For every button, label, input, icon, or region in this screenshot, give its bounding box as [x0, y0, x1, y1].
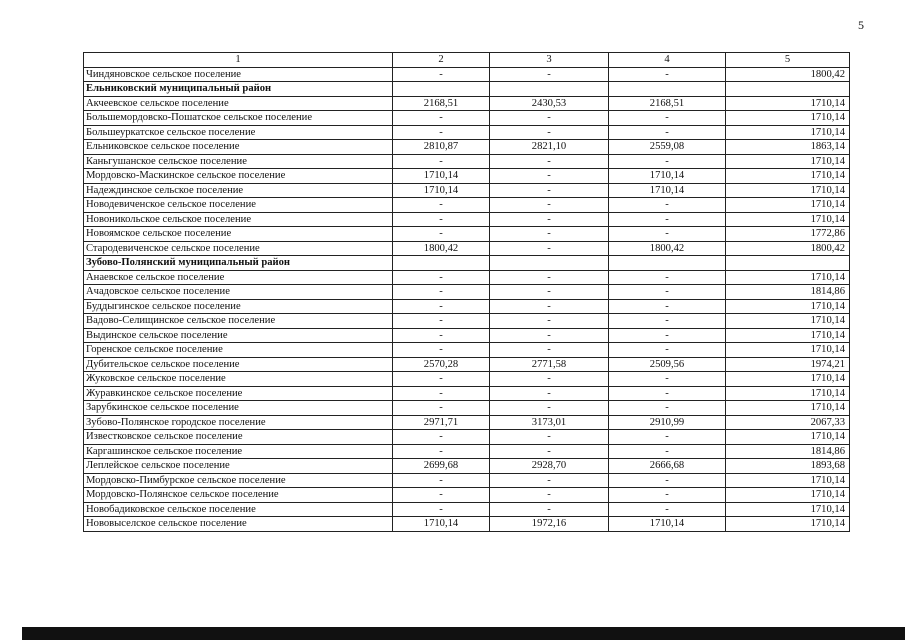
value-col-3-cell: - — [490, 198, 609, 213]
table-row — [84, 430, 850, 445]
value-col-4-cell: 1800,42 — [609, 241, 726, 256]
value-col-4-cell: - — [609, 111, 726, 126]
value-col-5-cell: 1710,14 — [726, 125, 850, 140]
value-col-4-cell: - — [609, 125, 726, 140]
value-col-5-cell — [726, 82, 850, 97]
settlement-name-cell: Буддыгинское сельское поселение — [84, 299, 393, 314]
value-col-4-cell: 2168,51 — [609, 96, 726, 111]
value-col-4-cell: - — [609, 285, 726, 300]
table-row — [84, 444, 850, 459]
table-row — [84, 96, 850, 111]
table-row — [84, 285, 850, 300]
value-col-2-cell: - — [393, 314, 490, 329]
value-col-3-cell: - — [490, 270, 609, 285]
header-col-1: 1 — [84, 53, 393, 68]
value-col-2-cell: - — [393, 285, 490, 300]
value-col-5-cell: 1710,14 — [726, 488, 850, 503]
value-col-5-cell: 1710,14 — [726, 111, 850, 126]
settlement-name-cell: Нововыселское сельское поселение — [84, 517, 393, 532]
value-col-2-cell: - — [393, 198, 490, 213]
settlement-name-cell: Дубительское сельское поселение — [84, 357, 393, 372]
tariff-table — [83, 52, 850, 532]
settlement-name-cell: Ачадовское сельское поселение — [84, 285, 393, 300]
value-col-5-cell: 1710,14 — [726, 328, 850, 343]
district-header-row — [84, 82, 850, 97]
value-col-2-cell: - — [393, 502, 490, 517]
settlement-name-cell: Известковское сельское поселение — [84, 430, 393, 445]
value-col-2-cell — [393, 256, 490, 271]
table-row — [84, 343, 850, 358]
value-col-4-cell: - — [609, 212, 726, 227]
table-row — [84, 415, 850, 430]
value-col-3-cell: - — [490, 183, 609, 198]
value-col-2-cell: - — [393, 154, 490, 169]
value-col-4-cell: 2910,99 — [609, 415, 726, 430]
value-col-4-cell: - — [609, 299, 726, 314]
value-col-3-cell: - — [490, 430, 609, 445]
value-col-4-cell: - — [609, 328, 726, 343]
settlement-name-cell: Акчеевское сельское поселение — [84, 96, 393, 111]
table-row — [84, 517, 850, 532]
value-col-5-cell: 1710,14 — [726, 169, 850, 184]
settlement-name-cell: Мордовско-Маскинское сельское поселение — [84, 169, 393, 184]
value-col-5-cell: 1710,14 — [726, 183, 850, 198]
value-col-2-cell: 1800,42 — [393, 241, 490, 256]
settlement-name-cell: Надеждинское сельское поселение — [84, 183, 393, 198]
settlement-name-cell: Чиндяновское сельское поселение — [84, 67, 393, 82]
table-row — [84, 401, 850, 416]
value-col-3-cell: 2821,10 — [490, 140, 609, 155]
table-row — [84, 125, 850, 140]
value-col-2-cell: - — [393, 343, 490, 358]
table-row — [84, 372, 850, 387]
table-row — [84, 502, 850, 517]
value-col-5-cell: 1710,14 — [726, 154, 850, 169]
value-col-4-cell — [609, 82, 726, 97]
value-col-3-cell: - — [490, 473, 609, 488]
value-col-3-cell: - — [490, 154, 609, 169]
settlement-name-cell: Ельниковское сельское поселение — [84, 140, 393, 155]
value-col-3-cell: 2430,53 — [490, 96, 609, 111]
value-col-5-cell: 1710,14 — [726, 270, 850, 285]
table-row — [84, 488, 850, 503]
value-col-5-cell: 1710,14 — [726, 343, 850, 358]
value-col-4-cell: - — [609, 401, 726, 416]
district-header-row — [84, 256, 850, 271]
settlement-name-cell: Стародевиченское сельское поселение — [84, 241, 393, 256]
value-col-2-cell: - — [393, 444, 490, 459]
settlement-name-cell: Анаевское сельское поселение — [84, 270, 393, 285]
settlement-name-cell: Леплейское сельское поселение — [84, 459, 393, 474]
value-col-4-cell: 1710,14 — [609, 517, 726, 532]
settlement-name-cell: Каньгушанское сельское поселение — [84, 154, 393, 169]
value-col-2-cell: - — [393, 386, 490, 401]
value-col-4-cell: - — [609, 67, 726, 82]
value-col-2-cell: - — [393, 125, 490, 140]
value-col-2-cell: 1710,14 — [393, 183, 490, 198]
value-col-5-cell: 1814,86 — [726, 444, 850, 459]
value-col-3-cell: - — [490, 111, 609, 126]
value-col-3-cell: - — [490, 401, 609, 416]
value-col-5-cell: 1710,14 — [726, 473, 850, 488]
header-col-3: 3 — [490, 53, 609, 68]
settlement-name-cell: Зарубкинское сельское поселение — [84, 401, 393, 416]
value-col-4-cell: - — [609, 386, 726, 401]
value-col-2-cell: 1710,14 — [393, 169, 490, 184]
value-col-5-cell: 1800,42 — [726, 67, 850, 82]
value-col-2-cell: - — [393, 430, 490, 445]
value-col-2-cell: 2810,87 — [393, 140, 490, 155]
value-col-2-cell: - — [393, 401, 490, 416]
value-col-4-cell: - — [609, 372, 726, 387]
value-col-5-cell: 1710,14 — [726, 502, 850, 517]
table-row — [84, 140, 850, 155]
value-col-3-cell — [490, 82, 609, 97]
value-col-4-cell: 2559,08 — [609, 140, 726, 155]
value-col-4-cell: - — [609, 430, 726, 445]
header-col-2: 2 — [393, 53, 490, 68]
value-col-2-cell: - — [393, 473, 490, 488]
value-col-5-cell: 1772,86 — [726, 227, 850, 242]
table-row — [84, 212, 850, 227]
value-col-3-cell: - — [490, 285, 609, 300]
table-row — [84, 270, 850, 285]
value-col-4-cell: 1710,14 — [609, 183, 726, 198]
value-col-3-cell: - — [490, 241, 609, 256]
table-body — [84, 53, 850, 532]
page-number: 5 — [858, 18, 864, 32]
value-col-2-cell: - — [393, 488, 490, 503]
value-col-2-cell: - — [393, 67, 490, 82]
settlement-name-cell: Зубово-Полянский муниципальный район — [84, 256, 393, 271]
settlement-name-cell: Каргашинское сельское поселение — [84, 444, 393, 459]
settlement-name-cell: Большемордовско-Пошатское сельское поселение — [84, 111, 393, 126]
value-col-3-cell: - — [490, 299, 609, 314]
value-col-3-cell: - — [490, 502, 609, 517]
value-col-5-cell: 1710,14 — [726, 430, 850, 445]
settlement-name-cell: Жуковское сельское поселение — [84, 372, 393, 387]
value-col-3-cell — [490, 256, 609, 271]
value-col-5-cell: 1710,14 — [726, 314, 850, 329]
value-col-3-cell: - — [490, 169, 609, 184]
value-col-4-cell: - — [609, 227, 726, 242]
value-col-3-cell: - — [490, 343, 609, 358]
value-col-4-cell: - — [609, 343, 726, 358]
value-col-3-cell: 2771,58 — [490, 357, 609, 372]
value-col-4-cell: - — [609, 270, 726, 285]
value-col-3-cell: 1972,16 — [490, 517, 609, 532]
header-col-5: 5 — [726, 53, 850, 68]
settlement-name-cell: Новоникольское сельское поселение — [84, 212, 393, 227]
value-col-5-cell: 1710,14 — [726, 372, 850, 387]
settlement-name-cell: Новодевиченское сельское поселение — [84, 198, 393, 213]
value-col-3-cell: - — [490, 67, 609, 82]
value-col-5-cell: 1710,14 — [726, 299, 850, 314]
table-row — [84, 459, 850, 474]
scan-bottom-edge — [22, 627, 905, 640]
value-col-5-cell: 1974,21 — [726, 357, 850, 372]
settlement-name-cell: Мордовско-Полянское сельское поселение — [84, 488, 393, 503]
value-col-3-cell: 3173,01 — [490, 415, 609, 430]
value-col-4-cell: - — [609, 198, 726, 213]
value-col-2-cell: 2570,28 — [393, 357, 490, 372]
table-header-row — [84, 53, 850, 68]
value-col-3-cell: - — [490, 227, 609, 242]
settlement-name-cell: Зубово-Полянское городское поселение — [84, 415, 393, 430]
settlement-name-cell: Выдинское сельское поселение — [84, 328, 393, 343]
value-col-3-cell: - — [490, 386, 609, 401]
table-row — [84, 299, 850, 314]
value-col-5-cell: 1710,14 — [726, 517, 850, 532]
value-col-3-cell: - — [490, 488, 609, 503]
value-col-4-cell: - — [609, 488, 726, 503]
settlement-name-cell: Новобадиковское сельское поселение — [84, 502, 393, 517]
value-col-2-cell: - — [393, 270, 490, 285]
table-row — [84, 328, 850, 343]
table-row — [84, 314, 850, 329]
value-col-2-cell: 1710,14 — [393, 517, 490, 532]
value-col-4-cell: 2509,56 — [609, 357, 726, 372]
value-col-5-cell: 2067,33 — [726, 415, 850, 430]
value-col-5-cell: 1710,14 — [726, 212, 850, 227]
value-col-2-cell: - — [393, 212, 490, 227]
value-col-3-cell: - — [490, 314, 609, 329]
value-col-5-cell: 1710,14 — [726, 96, 850, 111]
settlement-name-cell: Новоямское сельское поселение — [84, 227, 393, 242]
table-row — [84, 357, 850, 372]
table-row — [84, 154, 850, 169]
table-row — [84, 198, 850, 213]
value-col-3-cell: - — [490, 328, 609, 343]
value-col-2-cell: - — [393, 328, 490, 343]
value-col-3-cell: - — [490, 212, 609, 227]
value-col-2-cell: 2168,51 — [393, 96, 490, 111]
value-col-4-cell: - — [609, 314, 726, 329]
value-col-4-cell: 1710,14 — [609, 169, 726, 184]
settlement-name-cell: Ельниковский муниципальный район — [84, 82, 393, 97]
value-col-2-cell: 2971,71 — [393, 415, 490, 430]
table-row — [84, 241, 850, 256]
settlement-name-cell: Горенское сельское поселение — [84, 343, 393, 358]
value-col-3-cell: - — [490, 125, 609, 140]
value-col-4-cell: - — [609, 444, 726, 459]
value-col-3-cell: - — [490, 444, 609, 459]
value-col-2-cell: - — [393, 111, 490, 126]
value-col-2-cell: - — [393, 227, 490, 242]
table-row — [84, 386, 850, 401]
table-row — [84, 67, 850, 82]
table-row — [84, 227, 850, 242]
value-col-2-cell: - — [393, 299, 490, 314]
table-row — [84, 183, 850, 198]
table-row — [84, 169, 850, 184]
value-col-2-cell: - — [393, 372, 490, 387]
value-col-4-cell: - — [609, 154, 726, 169]
value-col-3-cell: 2928,70 — [490, 459, 609, 474]
header-col-4: 4 — [609, 53, 726, 68]
settlement-name-cell: Большеуркатское сельское поселение — [84, 125, 393, 140]
table-row — [84, 111, 850, 126]
table-row — [84, 473, 850, 488]
value-col-5-cell — [726, 256, 850, 271]
value-col-2-cell: 2699,68 — [393, 459, 490, 474]
value-col-5-cell: 1893,68 — [726, 459, 850, 474]
settlement-name-cell: Вадово-Селищинское сельское поселение — [84, 314, 393, 329]
value-col-4-cell: - — [609, 502, 726, 517]
value-col-3-cell: - — [490, 372, 609, 387]
value-col-5-cell: 1814,86 — [726, 285, 850, 300]
value-col-5-cell: 1710,14 — [726, 401, 850, 416]
value-col-5-cell: 1800,42 — [726, 241, 850, 256]
settlement-name-cell: Журавкинское сельское поселение — [84, 386, 393, 401]
value-col-4-cell — [609, 256, 726, 271]
value-col-4-cell: 2666,68 — [609, 459, 726, 474]
value-col-5-cell: 1710,14 — [726, 198, 850, 213]
value-col-5-cell: 1863,14 — [726, 140, 850, 155]
value-col-5-cell: 1710,14 — [726, 386, 850, 401]
value-col-2-cell — [393, 82, 490, 97]
value-col-4-cell: - — [609, 473, 726, 488]
settlement-name-cell: Мордовско-Пимбурское сельское поселение — [84, 473, 393, 488]
